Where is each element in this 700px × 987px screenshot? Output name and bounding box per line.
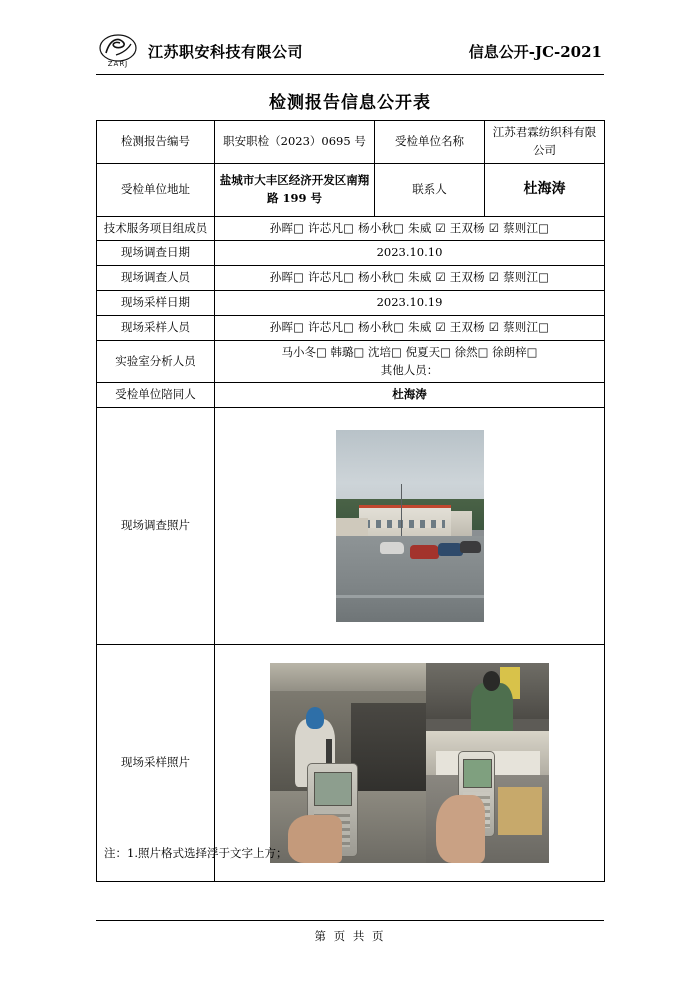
- table-row: [97, 291, 605, 316]
- lab-staff-line1: 马小冬□ 韩璐□ 沈培□ 倪夏天□ 徐然□ 徐朗梓□: [281, 344, 538, 359]
- photo-car-white: [380, 542, 404, 554]
- operator-hand-2: [436, 795, 485, 863]
- photo-road-stripe: [336, 595, 484, 598]
- report-no-label: 检测报告编号: [97, 121, 215, 164]
- escort-value: 杜海涛: [215, 383, 605, 408]
- table-row: [97, 241, 605, 266]
- sampling-date-value: 2023.10.19: [215, 291, 605, 316]
- table-row: [97, 216, 605, 241]
- survey-photo-image: [336, 430, 484, 622]
- contact-value: 杜海涛: [485, 163, 605, 216]
- survey-photo-cell: [215, 408, 605, 645]
- client-name-value: 江苏君霖纺织科有限公司: [485, 121, 605, 164]
- svg-text:ZARJ: ZARJ: [107, 60, 129, 68]
- sampling-photo-left-panel: [270, 663, 427, 863]
- meter-screen-2: [463, 759, 491, 788]
- client-name-label: 受检单位名称: [375, 121, 485, 164]
- meter-screen: [314, 772, 352, 805]
- survey-photo-label: 现场调查照片: [97, 408, 215, 645]
- sampling-staff-label: 现场采样人员: [97, 315, 215, 340]
- survey-staff-label: 现场调查人员: [97, 266, 215, 291]
- team-value: 孙晖□ 许芯凡□ 杨小秋□ 朱威 ☑ 王双杨 ☑ 蔡则江□: [215, 216, 605, 241]
- table-row: [97, 266, 605, 291]
- photo-pole: [401, 484, 403, 542]
- sampling-photo-right-panel: [426, 663, 549, 863]
- sampling-photo-image: [270, 663, 550, 863]
- table-row: [97, 340, 605, 383]
- survey-date-value: 2023.10.10: [215, 241, 605, 266]
- sampling-date-label: 现场采样日期: [97, 291, 215, 316]
- lab-staff-label: 实验室分析人员: [97, 340, 215, 383]
- footnote: 注：1.照片格式选择浮于文字上方；: [104, 846, 288, 860]
- team-label: 技术服务项目组成员: [97, 216, 215, 241]
- sampling-staff-value: 孙晖□ 许芯凡□ 杨小秋□ 朱威 ☑ 王双杨 ☑ 蔡则江□: [215, 315, 605, 340]
- table-row: [97, 315, 605, 340]
- table-row: [97, 408, 605, 645]
- company-name: 江苏职安科技有限公司: [148, 42, 304, 61]
- table-row: [97, 121, 605, 164]
- page-title: 检测报告信息公开表: [269, 93, 431, 113]
- worker-cap-icon: [306, 707, 325, 729]
- photo-car-red: [410, 545, 440, 558]
- sampling-photo-label: 现场采样照片: [97, 645, 215, 882]
- header-left: [96, 33, 303, 69]
- weaving-machine-dark: [351, 703, 426, 799]
- table-row: [97, 163, 605, 216]
- photo-car-dark: [460, 541, 481, 553]
- contact-label: 联系人: [375, 163, 485, 216]
- survey-staff-value: 孙晖□ 许芯凡□ 杨小秋□ 朱威 ☑ 王双杨 ☑ 蔡则江□: [215, 266, 605, 291]
- client-addr-label: 受检单位地址: [97, 163, 215, 216]
- page-header: [96, 28, 604, 75]
- client-addr-value: 盐城市大丰区经济开发区南翔路 199 号: [215, 163, 375, 216]
- table-row: [97, 383, 605, 408]
- info-table: [96, 120, 605, 882]
- wooden-crate: [498, 787, 542, 835]
- sampling-photo-wrap: [219, 663, 600, 863]
- report-no-value: 职安职检（2023）0695 号: [215, 121, 375, 164]
- survey-date-label: 现场调查日期: [97, 241, 215, 266]
- doc-code: 信息公开-JC-2021: [468, 42, 602, 61]
- survey-photo-wrap: [219, 430, 600, 622]
- photo-car-blue: [438, 543, 463, 555]
- page-footer: 第 页 共 页: [96, 920, 604, 944]
- operator-hand: [288, 815, 341, 863]
- lab-staff-line2: 其他人员：: [380, 362, 439, 377]
- lab-staff-value: [215, 340, 605, 383]
- escort-label: 受检单位陪同人: [97, 383, 215, 408]
- company-logo-icon: [96, 33, 140, 69]
